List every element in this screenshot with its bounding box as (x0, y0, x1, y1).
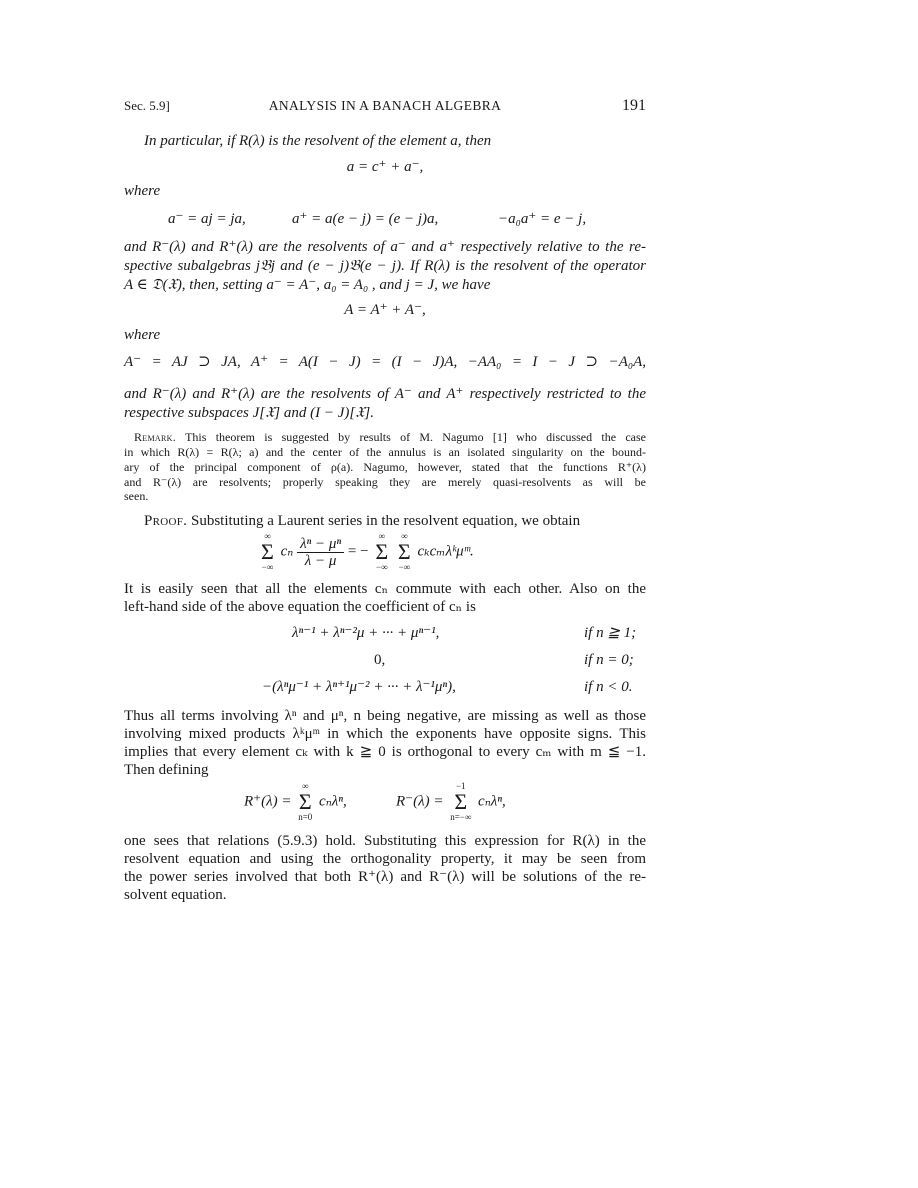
equation-a-minus: a⁻ = aj = ja, (168, 211, 246, 227)
case-3-condition: if n < 0. (584, 679, 633, 695)
theorem-line-3: spective subalgebras j𝔅j and (e − j)𝔅(e − j). If R(λ) is the resolvent of the operator (124, 258, 646, 274)
remark-line-2: in which R(λ) = R(λ; a) and the center of the annulus is an isolated singularity on the bound- (124, 445, 646, 459)
summation-5: −1 Σ n=−∞ (450, 781, 472, 822)
section-label: Sec. 5.9] (124, 98, 170, 113)
page-number: 191 (622, 97, 646, 114)
remark-text-1: This theorem is suggested by results of M. Nagumo [1] who discussed the case (185, 430, 646, 444)
remark-line-1 (134, 430, 646, 444)
summation-2: ∞ Σ −∞ (375, 531, 389, 572)
remark-line-3: ary of the principal component of ρ(a). Nagumo, however, stated that the functions R⁺(λ) (124, 460, 646, 474)
R-plus-term: cₙλⁿ, (319, 793, 347, 810)
product-term: cₖcₘλᵏμᵐ. (417, 543, 474, 560)
proof-line-10: the power series involved that both R⁺(λ) and R⁻(λ) will be solutions of the re- (124, 869, 646, 885)
proof-line-6: implies that every element cₖ with k ≧ 0 is orthogonal to every cₘ with m ≦ −1. (124, 744, 646, 760)
R-minus-term: cₙλⁿ, (478, 793, 506, 810)
equation-a-plus: a⁺ = a(e − j) = (e − j)a, (292, 211, 439, 227)
proof-line-11: solvent equation. (124, 887, 227, 903)
case-3-expression: −(λⁿμ⁻¹ + λⁿ⁺¹μ⁻² + ··· + λ⁻¹μⁿ), (262, 679, 456, 695)
summation-4: ∞ Σ n=0 (298, 781, 313, 822)
case-1-condition: if n ≧ 1; (584, 625, 637, 641)
proof-line-1 (144, 512, 646, 530)
theorem-line-1: In particular, if R(λ) is the resolvent of the element a, then (144, 133, 492, 149)
proof-text-1: Substituting a Laurent series in the resolvent equation, we obtain (191, 513, 581, 529)
proof-line-3: left-hand side of the above equation the coefficient of cₙ is (124, 599, 476, 615)
remark-line-4: and R⁻(λ) are resolvents; properly speaking they are merely quasi-resolvents as will be (124, 475, 646, 489)
proof-label: Proof. (144, 513, 188, 529)
where-label-2: where (124, 327, 161, 343)
R-plus-lhs: R⁺(λ) = (244, 793, 292, 810)
R-minus-lhs: R⁻(λ) = (396, 793, 444, 810)
difference-quotient: $\frac{\text{λⁿ − μⁿ}}{\lambda - \mu}$ (297, 536, 344, 569)
laurent-equation (258, 532, 474, 572)
equation-A-minus: A⁻ = AJ ⊃ JA, A⁺ = A(I − J) = (I − J)A, −AA₀ = I − J ⊃ −A₀A, (124, 354, 646, 370)
proof-line-8: one sees that relations (5.9.3) hold. Substituting this expression for R(λ) in the (124, 833, 646, 849)
summation-1: ∞ Σ −∞ (261, 531, 274, 572)
theorem-line-6: respective subspaces J[𝔛] and (I − J)[𝔛]. (124, 405, 374, 421)
equation-a0: −a₀a⁺ = e − j, (498, 211, 587, 227)
running-header (124, 98, 646, 118)
remark-line-5: seen. (124, 489, 149, 503)
theorem-line-5: and R⁻(λ) and R⁺(λ) are the resolvents of A⁻ and A⁺ respectively restricted to the (124, 386, 646, 402)
case-2-expression: 0, (374, 652, 386, 668)
definition-R-plus (244, 782, 347, 822)
proof-line-7: Then defining (124, 762, 209, 778)
case-1-expression: λⁿ⁻¹ + λⁿ⁻²μ + ··· + μⁿ⁻¹, (292, 625, 440, 641)
equals-minus: = − (347, 543, 369, 560)
chapter-title: ANALYSIS IN A BANACH ALGEBRA (268, 98, 502, 113)
equation-A-decomposition: A = A⁺ + A⁻, (344, 302, 426, 318)
where-label-1: where (124, 183, 161, 199)
summation-3: ∞ Σ −∞ (397, 531, 411, 572)
proof-line-5: involving mixed products λᵏμᵐ in which the exponents have opposite signs. This (124, 726, 646, 742)
case-2-condition: if n = 0; (584, 652, 634, 668)
coefficient-cn: cₙ (280, 543, 294, 560)
proof-line-4: Thus all terms involving λⁿ and μⁿ, n being negative, are missing as well as those (124, 708, 646, 724)
theorem-line-2: and R⁻(λ) and R⁺(λ) are the resolvents of a⁻ and a⁺ respectively relative to the re- (124, 239, 646, 255)
theorem-line-4: A ∈ 𝔇(𝔛), then, setting a⁻ = A⁻, a₀ = A₀ , and j = J, we have (124, 277, 491, 293)
remark-label: Remark. (134, 430, 176, 444)
proof-line-9: resolvent equation and using the orthogonality property, it may be seen from (124, 851, 646, 867)
proof-line-2: It is easily seen that all the elements cₙ commute with each other. Also on the (124, 581, 646, 597)
equation-a-decomposition: a = c⁺ + a⁻, (346, 159, 424, 175)
definition-R-minus (396, 782, 506, 822)
